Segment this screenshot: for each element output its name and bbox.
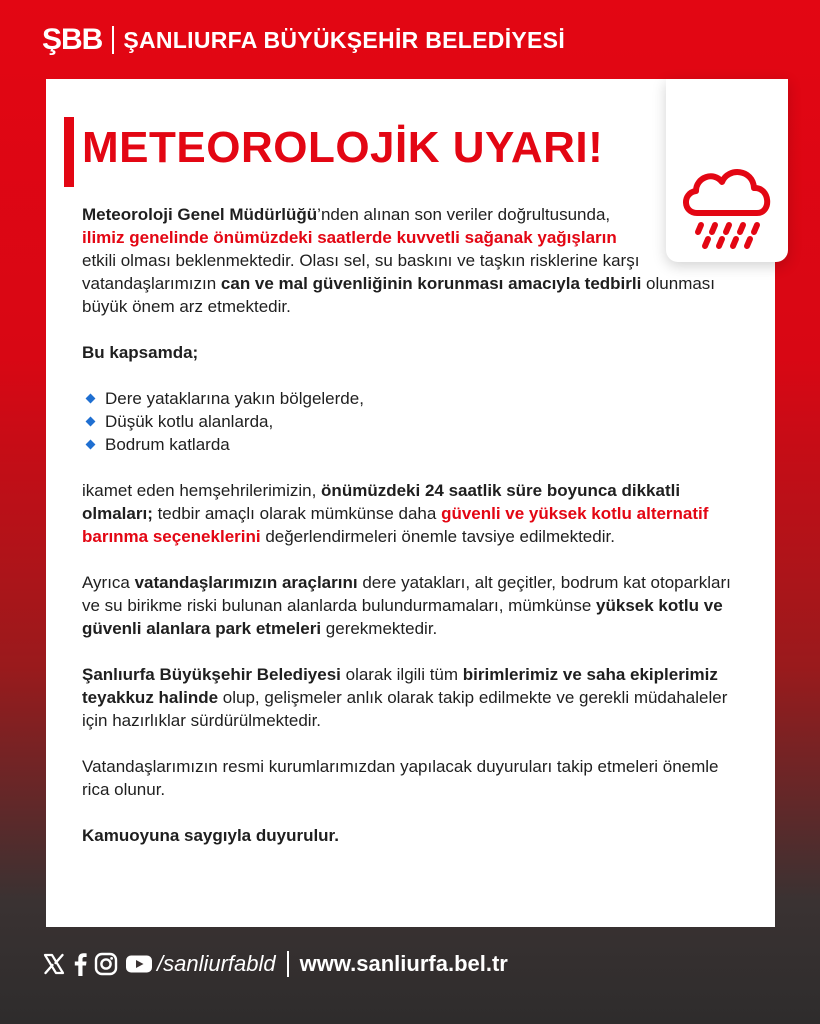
social-handle[interactable]: /sanliurfabld	[157, 951, 276, 976]
text-span-highlight: güvenli ve yüksek kotlu alternatif barınma seçeneklerini	[82, 504, 709, 546]
youtube-icon[interactable]	[125, 952, 153, 976]
facebook-icon[interactable]	[73, 952, 87, 976]
text-span: olup, gelişmeler anlık olarak takip edilmekte ve gerekli müdahaleler için hazırlıklar sürdürülmektedir.	[82, 688, 728, 730]
text-span: yüksek kotlu ve güvenli alanlara park etmeleri	[82, 596, 723, 638]
text-span: tedbir amaçlı olarak mümkünse daha	[152, 504, 442, 523]
paragraph-request: Vatandaşlarımızın resmi kurumlarımızdan yapılacak duyuruları takip etmeleri önemle rica olunur.	[82, 757, 719, 799]
text-span-highlight: ilimiz genelinde önümüzdeki saatlerde kuvvetli sağanak yağışların	[82, 228, 617, 247]
page-title: METEOROLOJİK UYARI!	[82, 123, 604, 172]
text-span: Şanlıurfa Büyükşehir Belediyesi	[82, 665, 341, 684]
list-item	[82, 387, 742, 410]
section-heading: Bu kapsamda;	[82, 343, 199, 362]
list-item-text: Bodrum katlarda	[105, 435, 230, 454]
text-span: Ayrıca	[82, 573, 135, 592]
list-item	[82, 433, 742, 456]
text-span: gerekmektedir.	[321, 619, 438, 638]
footer-divider	[287, 951, 289, 977]
text-span: önümüzdeki 24 saatlik süre boyunca dikkatli olmaları;	[82, 481, 681, 523]
announcement-body	[82, 203, 742, 847]
sbb-logo: ŞBB	[42, 23, 103, 56]
bullet-list	[82, 387, 742, 456]
paragraph-vehicles	[82, 571, 742, 640]
text-span: değerlendirmeleri önemle tavsiye edilmektedir.	[260, 527, 615, 546]
text-span: vatandaşlarımızın araçlarını	[134, 573, 358, 592]
footer	[42, 948, 508, 980]
paragraph-residents	[82, 479, 742, 548]
title-accent-bar	[64, 117, 74, 187]
text-span: birimlerimiz ve saha ekiplerimiz teyakkuz halinde	[82, 665, 718, 707]
text-span: dere yatakları, alt geçitler, bodrum kat otoparkları ve su birikme riski bulunan alanlarda bulundurmamaları, mümkünse	[82, 573, 731, 615]
paragraph-municipality	[82, 663, 742, 732]
list-item	[82, 410, 742, 433]
text-span: etkili olması beklenmektedir. Olası sel, su baskını ve taşkın risklerine karşı vatandaşlarımızın	[82, 251, 640, 293]
text-span: ikamet eden hemşehrilerimizin,	[82, 481, 322, 500]
social-icons	[42, 952, 153, 976]
website-link[interactable]: www.sanliurfa.bel.tr	[299, 951, 508, 976]
paragraph-intro	[82, 203, 742, 318]
list-item-text: Düşük kotlu alanlarda,	[105, 412, 274, 431]
diamond-bullet-icon	[86, 440, 96, 450]
list-item-text: Dere yataklarına yakın bölgelerde,	[105, 389, 364, 408]
announcement-card	[46, 79, 775, 927]
organization-name: ŞANLIURFA BÜYÜKŞEHİR BELEDİYESİ	[123, 26, 566, 53]
closing-line: Kamuoyuna saygıyla duyurulur.	[82, 826, 339, 845]
instagram-icon[interactable]	[94, 952, 118, 976]
text-span: can ve mal güvenliğinin korunması amacıyla tedbirli	[220, 274, 642, 293]
diamond-bullet-icon	[86, 417, 96, 427]
text-span: ’nden alınan son veriler doğrultusunda,	[317, 205, 611, 224]
diamond-bullet-icon	[86, 394, 96, 404]
text-span: olunması büyük önem arz etmektedir.	[82, 274, 716, 316]
header	[42, 20, 565, 60]
text-span: Meteoroloji Genel Müdürlüğü	[82, 205, 318, 224]
header-divider	[112, 26, 114, 54]
text-span: olarak ilgili tüm	[340, 665, 463, 684]
x-icon[interactable]	[42, 952, 66, 976]
